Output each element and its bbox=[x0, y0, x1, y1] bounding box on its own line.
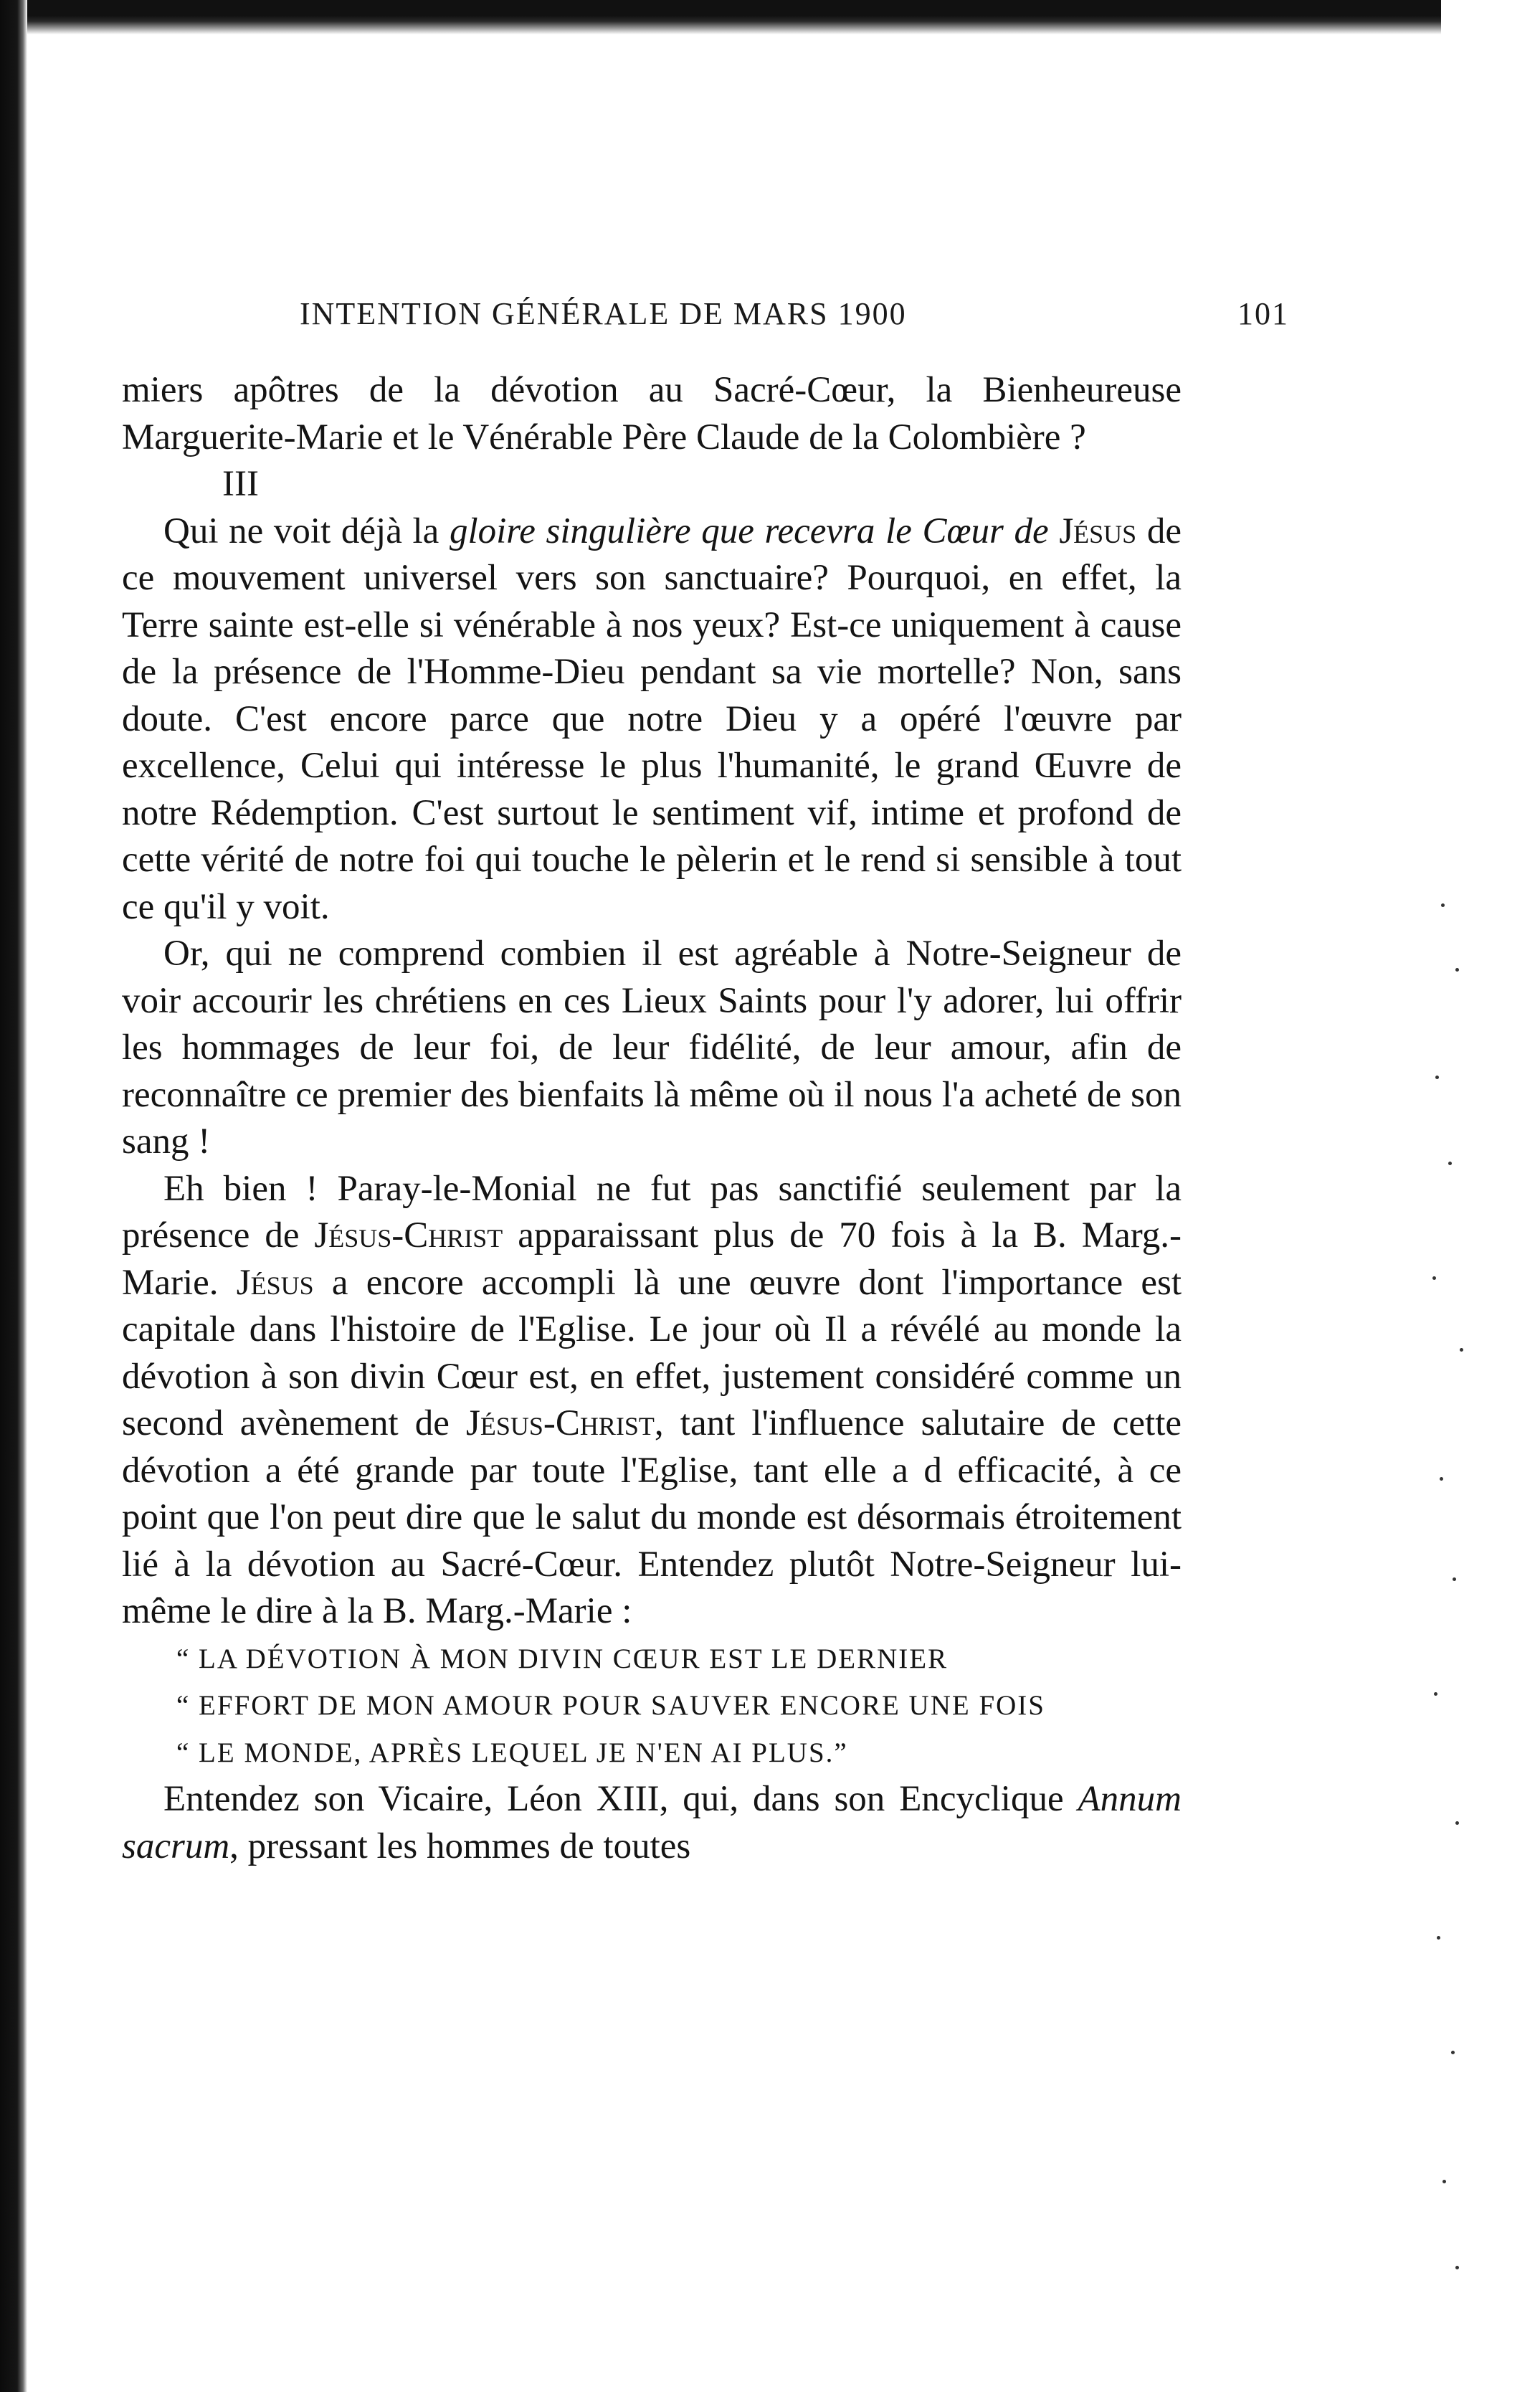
scan-speckles bbox=[1427, 889, 1520, 2309]
paragraph-4-jesus-christ-2: Jésus-Christ bbox=[466, 1403, 655, 1443]
paragraph-3: Or, qui ne comprend combien il est agréable à Notre-Seigneur de voir accourir les chrétiens en ces Lieux Saints pour l'y adorer, lui offrir les hommages de leur foi, de leur fidélité, de leur amour, afin de reconnaître ce premier des bienfaits là même où il nous l'a acheté de son sang ! bbox=[122, 934, 1182, 1162]
paragraph-2-italic: gloire singulière que recevra le Cœur de bbox=[449, 511, 1049, 551]
quote-line-3: “ LE MONDE, APRÈS LEQUEL JE N'EN AI PLUS.” bbox=[176, 1737, 848, 1768]
running-head-title: INTENTION GÉNÉRALE DE MARS 1900 bbox=[300, 296, 907, 331]
paragraph-4-jesus-christ-1: Jésus-Christ bbox=[314, 1215, 503, 1256]
paragraph-5 bbox=[122, 1776, 1182, 1870]
paragraph-4-start: Eh bien ! Paray-le-Monial ne fut pas sanctifié seulement par la présence de bbox=[122, 1168, 1182, 1256]
paragraph-5-end: , pressant les hommes de toutes bbox=[229, 1826, 691, 1866]
paragraph-2 bbox=[122, 508, 1182, 931]
scan-shadow-left bbox=[0, 0, 27, 2392]
quote-line-2: “ EFFORT DE MON AMOUR POUR SAUVER ENCORE UNE FOIS bbox=[176, 1690, 1045, 1721]
page-number: 101 bbox=[1237, 296, 1289, 331]
page-body bbox=[122, 367, 1182, 1870]
paragraph-4 bbox=[122, 1166, 1182, 1636]
paragraph-2-start: Qui ne voit déjà la bbox=[163, 511, 450, 551]
paragraph-5-start: Entendez son Vicaire, Léon XIII, qui, dans son Encyclique bbox=[163, 1779, 1078, 1819]
scan-shadow-top bbox=[0, 0, 1441, 34]
paragraph-4-end: , tant l'influence salutaire de cette dévotion a été grande par toute l'Eglise, tant elle a d efficacité, à ce point que l'on peut dire que le salut du monde est désormais étroitement lié à la dévotion au Sacré-Cœur. Entendez plutôt Notre-Seigneur lui-même le dire à la B. Marg.-Marie : bbox=[122, 1403, 1182, 1631]
paragraph-4-mid-2: a encore accompli là une œuvre dont l'importance est capitale dans l'histoire de l'Eglise. Le jour où Il a révélé au monde la dévotion à son divin Cœur est, en effet, justement considéré comme un second avènement de bbox=[122, 1262, 1182, 1443]
paragraph-1: miers apôtres de la dévotion au Sacré-Cœur, la Bienheureuse Marguerite-Marie et le Vénérable Père Claude de la Colombière ? bbox=[122, 370, 1182, 457]
paragraph-2-jesus: Jésus bbox=[1059, 511, 1137, 551]
section-numeral: III bbox=[222, 464, 259, 504]
paragraph-4-mid-1: apparaissant plus de 70 fois à la B. Marg.-Marie. bbox=[122, 1215, 1182, 1303]
quote-line-1: “ LA DÉVOTION À MON DIVIN CŒUR EST LE DERNIER bbox=[176, 1643, 949, 1674]
paragraph-5-italic: Annum sacrum bbox=[122, 1779, 1182, 1866]
running-head bbox=[300, 295, 1289, 338]
paragraph-4-jesus: Jésus bbox=[236, 1262, 314, 1303]
paragraph-2-space bbox=[1049, 511, 1060, 551]
paragraph-2-rest: de ce mouvement universel vers son sanctuaire? Pourquoi, en effet, la Terre sainte est-elle si vénérable à nos yeux? Est-ce uniquement à cause de la présence de l'Homme-Dieu pendant sa vie mortelle? Non, sans doute. C'est encore parce que notre Dieu y a opéré l'œuvre par excellence, Celui qui intéresse le plus l'humanité, le grand Œuvre de notre Rédemption. C'est surtout le sentiment vif, intime et profond de cette vérité de notre foi qui touche le pèlerin et le rend si sensible à tout ce qu'il y voit. bbox=[122, 511, 1182, 927]
